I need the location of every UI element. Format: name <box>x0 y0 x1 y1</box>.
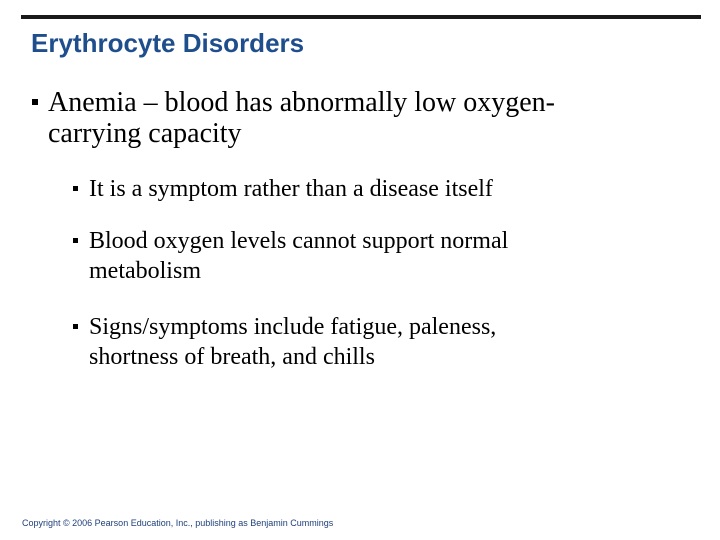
square-bullet-icon <box>73 186 78 191</box>
main-bullet-text: Anemia – blood has abnormally low oxygen- carrying capacity <box>48 87 556 149</box>
sub-bullet-oxygen-levels <box>89 226 649 286</box>
sub-bullet-text: Blood oxygen levels cannot support normal metabolism <box>89 228 509 284</box>
square-bullet-icon <box>73 324 78 329</box>
sub-bullet-signs-symptoms <box>89 312 649 372</box>
sub-bullet-text: It is a symptom rather than a disease itself <box>89 176 493 202</box>
sub-bullet-symptom <box>89 174 649 204</box>
slide-title: Erythrocyte Disorders <box>31 28 305 58</box>
square-bullet-icon <box>73 238 78 243</box>
copyright-footer: Copyright © 2006 Pearson Education, Inc., publishing as Benjamin Cummings <box>22 518 334 528</box>
sub-bullet-text: Signs/symptoms include fatigue, paleness, shortness of breath, and chills <box>89 314 497 370</box>
main-bullet-anemia <box>48 87 688 149</box>
title-rule <box>21 15 701 19</box>
square-bullet-icon <box>32 99 38 105</box>
